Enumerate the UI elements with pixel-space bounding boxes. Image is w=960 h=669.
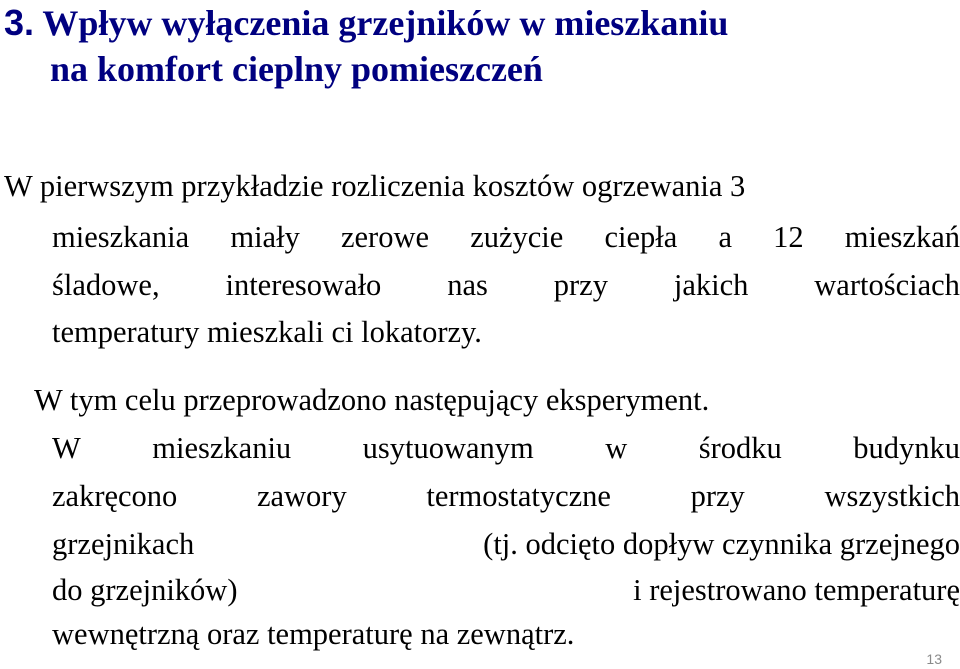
paragraph-1-line-3 <box>52 261 960 310</box>
word: termostatyczne <box>426 479 611 513</box>
paragraph-1-line-2 <box>52 213 960 262</box>
word: wszystkich <box>824 479 960 513</box>
word: mieszkaniu <box>152 431 292 465</box>
paragraph-2-line-3 <box>52 472 960 521</box>
slide-title-number: 3. <box>4 2 35 43</box>
word: ciepła <box>604 220 678 254</box>
word: zerowe <box>340 220 430 254</box>
word: środku <box>698 431 782 465</box>
paragraph-1-line-1: W pierwszym przykładzie rozliczenia kosztów ogrzewania 3 <box>4 169 746 203</box>
word: w <box>605 431 628 465</box>
word: interesowało <box>225 268 382 302</box>
slide-title-text-1: Wpływ wyłączenia grzejników w mieszkaniu <box>42 3 729 43</box>
paragraph-2-line-1: W tym celu przeprowadzono następujący eksperyment. <box>34 383 710 417</box>
word: przy <box>690 479 745 513</box>
word: (tj. odcięto dopływ czynnika grzejnego <box>483 527 960 561</box>
word: wartościach <box>814 268 960 302</box>
paragraph-2-line-4 <box>52 520 960 569</box>
paragraph-1-line-4: temperatury mieszkali ci lokatorzy. <box>52 315 482 349</box>
word: 12 <box>773 220 804 254</box>
word: mieszkań <box>844 220 960 254</box>
page-number: 13 <box>926 651 942 667</box>
word: jakich <box>673 268 749 302</box>
slide-title-line-2: na komfort cieplny pomieszczeń <box>50 49 543 89</box>
word: miały <box>230 220 300 254</box>
word: grzejnikach <box>52 527 195 561</box>
word: śladowe, <box>52 268 160 302</box>
slide-title <box>4 0 954 92</box>
word: zawory <box>256 479 347 513</box>
word: zakręcono <box>52 479 178 513</box>
slide-title-line-1 <box>4 0 954 46</box>
word: a <box>718 220 732 254</box>
paragraph-2-line-2 <box>52 424 960 473</box>
paragraph-2-line-6: wewnętrzną oraz temperaturę na zewnątrz. <box>52 617 575 651</box>
word: mieszkania <box>52 220 190 254</box>
word: nas <box>447 268 488 302</box>
word: i rejestrowano temperaturę <box>633 573 960 607</box>
word: przy <box>553 268 608 302</box>
word: W <box>52 431 81 465</box>
word: usytuowanym <box>362 431 534 465</box>
word: do grzejników) <box>52 573 238 607</box>
paragraph-2-line-5 <box>52 566 960 615</box>
word: budynku <box>853 431 960 465</box>
word: zużycie <box>470 220 564 254</box>
